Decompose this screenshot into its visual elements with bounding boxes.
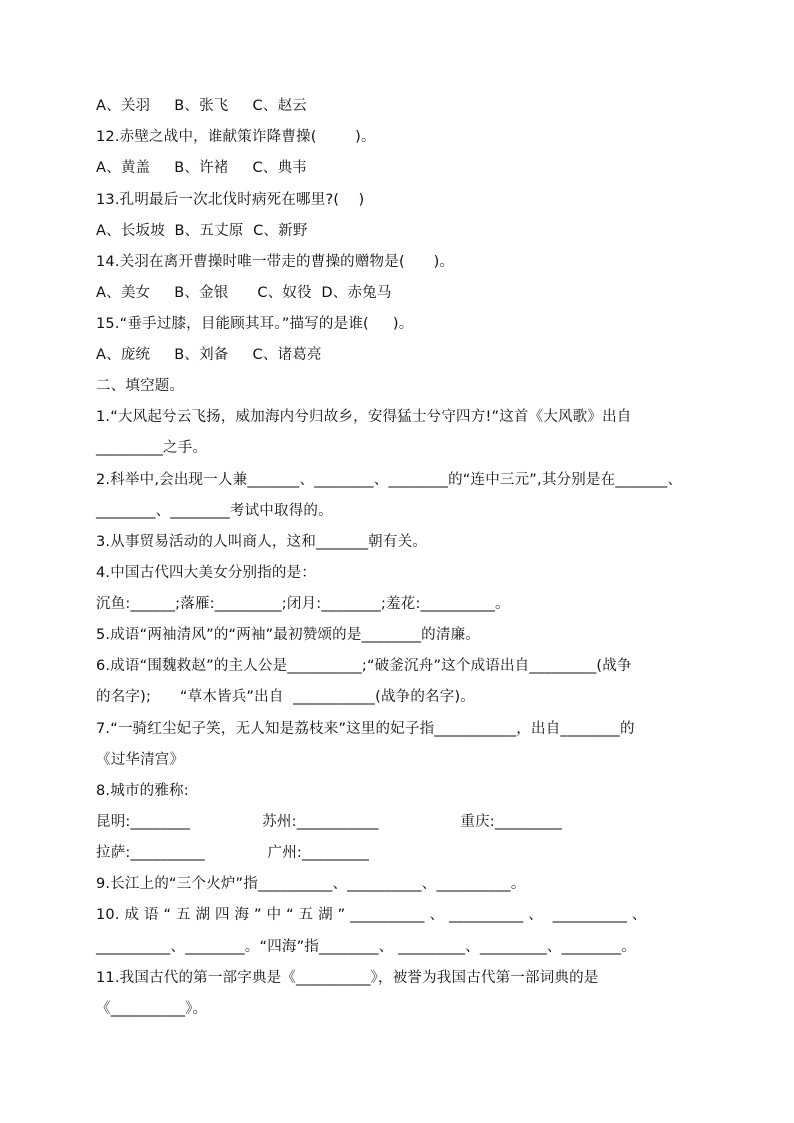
question-13: 13.孔明最后一次北伐时病死在哪里?( ) [96, 192, 365, 208]
answer-options-q12: A、黄盖 B、许褚 C、典韦 [96, 160, 307, 176]
answer-options-q14: A、美女 B、金银 C、奴役 D、赤兔马 [96, 285, 392, 301]
fill-question-6-cont: 的名字); “草木皆兵”出自 ___________(战争的名字)。 [96, 689, 476, 705]
fill-question-10-cont: __________、________。“四海”指________、 _________、_________、________。 [96, 939, 636, 955]
answer-options-q15: A、庞统 B、刘备 C、诸葛亮 [96, 347, 322, 363]
fill-question-2-cont: ________、________考试中取得的。 [96, 503, 333, 519]
fill-question-5: 5.成语“两袖清风”的“两袖”最初赞颂的是________的清廉。 [96, 627, 480, 643]
fill-question-10: 10. 成 语 “ 五 湖 四 海 ” 中 “ 五 湖 ” __________ 、 __________ 、 __________ 、 [96, 907, 647, 923]
answer-options-q11: A、关羽 B、张飞 C、赵云 [96, 98, 307, 114]
fill-question-9: 9.长江上的“三个火炉”指__________、__________、__________。 [96, 876, 526, 892]
answer-options-q13: A、长坂坡 B、五丈原 C、新野 [96, 223, 308, 239]
fill-question-8-row1: 昆明:________ 苏州:___________ 重庆:_________ [96, 814, 562, 830]
fill-question-4-blanks: 沉鱼:______;落雁:_________;闭月:________;羞花:__________。 [96, 596, 510, 612]
question-14: 14.关羽在离开曹操时唯一带走的曹操的赠物是( )。 [96, 254, 455, 270]
fill-question-8-row2: 拉萨:__________ 广州:_________ [96, 845, 370, 861]
fill-question-1: 1.“大风起兮云飞扬，威加海内兮归故乡，安得猛士兮守四方!”这首《大风歌》出自 [96, 409, 632, 425]
fill-question-7: 7.“一骑红尘妃子笑，无人知是荔枝来”这里的妃子指___________，出自________的 [96, 721, 635, 737]
section-heading-fill-blank: 二、填空题。 [96, 378, 185, 394]
fill-question-2: 2.科举中,会出现一人兼_______、________、________的“连中三元”,其分别是在_______、 [96, 472, 683, 488]
question-12: 12.赤壁之战中，谁献策诈降曹操( )。 [96, 129, 376, 145]
fill-question-7-cont: 《过华清宫》 [96, 752, 185, 768]
fill-question-11: 11.我国古代的第一部字典是《__________》，被誉为我国古代第一部词典的是 [96, 970, 599, 986]
fill-question-6: 6.成语“围魏救赵”的主人公是__________;“破釜沉舟”这个成语出自_________(战争 [96, 658, 632, 674]
fill-question-3: 3.从事贸易活动的人叫商人，这和_______朝有关。 [96, 534, 427, 550]
fill-question-11-cont: 《__________》。 [96, 1001, 208, 1017]
fill-question-8: 8.城市的雅称: [96, 783, 189, 799]
fill-question-1-cont: _________之手。 [96, 440, 208, 456]
fill-question-4: 4.中国古代四大美女分别指的是： [96, 565, 317, 581]
question-15: 15.“垂手过膝，目能顾其耳。”描写的是谁( )。 [96, 316, 414, 332]
